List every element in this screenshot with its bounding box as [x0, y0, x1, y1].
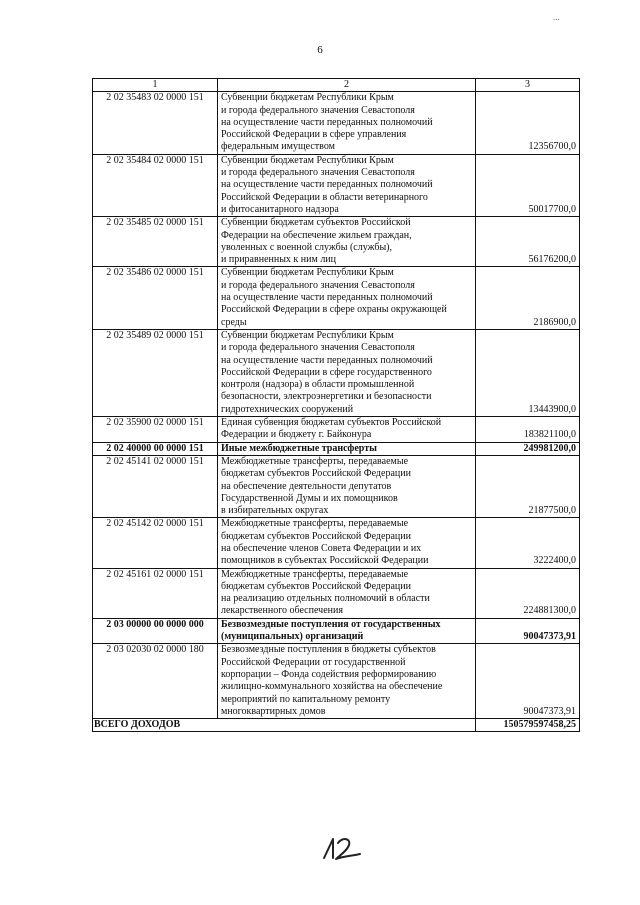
revenue-name-line: Субвенции бюджетам Республики Крым [221, 154, 394, 166]
revenue-name [218, 568, 476, 618]
table-row [93, 154, 580, 216]
revenue-name-line: Межбюджетные трансферты, передаваемые [221, 568, 409, 580]
total-amount: 150579597458,25 [476, 719, 580, 732]
revenue-name-line: гидротехнических сооружений [221, 403, 354, 415]
revenue-code: 2 02 35900 02 0000 151 [93, 417, 218, 443]
revenue-code: 2 02 45142 02 0000 151 [93, 518, 218, 568]
table-row [93, 568, 580, 618]
revenue-name-line: Государственной Думы и их помощников [221, 492, 398, 504]
revenue-amount: 90047373,91 [476, 644, 580, 719]
revenue-name-line: на осуществление части переданных полномочий [221, 116, 433, 128]
revenue-name-line: Российской Федерации в области ветеринарного [221, 191, 428, 203]
revenue-name-line: Безвозмездные поступления от государственных [221, 618, 441, 630]
revenue-name-line: многоквартирных домов [221, 705, 326, 717]
revenue-amount: 249981200,0 [476, 442, 580, 455]
revenue-name-line: бюджетам субъектов Российской Федерации [221, 468, 411, 480]
revenue-name-line: на осуществление части переданных полномочий [221, 292, 433, 304]
revenue-name-line: и города федерального значения Севастополя [221, 279, 415, 291]
revenue-name-line: Межбюджетные трансферты, передаваемые [221, 455, 409, 467]
revenue-name-line: и приравненных к ним лиц [221, 254, 337, 266]
revenue-name-line: Субвенции бюджетам субъектов Российской [221, 217, 411, 229]
revenue-name-line: Российской Федерации в сфере управления [221, 129, 407, 141]
revenue-name-line: корпорации – Фонда содействия реформированию [221, 668, 437, 680]
revenue-name [218, 518, 476, 568]
revenue-name-line: Российской Федерации в сфере государственного [221, 366, 432, 378]
table-row [93, 455, 580, 517]
revenue-name-line: и города федерального значения Севастополя [221, 167, 415, 179]
revenue-code: 2 03 00000 00 0000 000 [93, 618, 218, 644]
revenue-name [218, 267, 476, 329]
revenue-code: 2 02 45161 02 0000 151 [93, 568, 218, 618]
revenue-name-line: Федерации на обеспечение жильем граждан, [221, 229, 412, 241]
revenue-name-line: Субвенции бюджетам Республики Крым [221, 329, 394, 341]
revenue-table [92, 78, 580, 732]
revenue-name-line: уволенных с военной службы (службы), [221, 241, 393, 253]
column-header-name: 2 [218, 79, 476, 92]
revenue-code: 2 02 35486 02 0000 151 [93, 267, 218, 329]
revenue-amount: 50017700,0 [476, 154, 580, 216]
revenue-name-line: и города федерального значения Севастополя [221, 104, 415, 116]
revenue-name [218, 154, 476, 216]
table-row [93, 217, 580, 267]
column-header-amount: 3 [476, 79, 580, 92]
table-row [93, 267, 580, 329]
revenue-name-line: Безвозмездные поступления в бюджеты субъектов [221, 644, 436, 656]
revenue-name-line: в избирательных округах [221, 505, 329, 517]
revenue-name-line: бюджетам субъектов Российской Федерации [221, 530, 411, 542]
revenue-amount: 3222400,0 [476, 518, 580, 568]
revenue-name-line: бюджетам субъектов Российской Федерации [221, 580, 411, 592]
revenue-name-line: федеральным имуществом [221, 141, 335, 153]
revenue-name [218, 417, 476, 443]
revenue-name-line: Российской Федерации от государственной [221, 656, 406, 668]
revenue-name-line: среды [221, 316, 247, 328]
table-row [93, 644, 580, 719]
total-label: ВСЕГО ДОХОДОВ [93, 719, 476, 732]
revenue-amount: 13443900,0 [476, 329, 580, 416]
corner-mark: ... [553, 12, 560, 22]
revenue-name-line: Единая субвенция бюджетам субъектов Российской [221, 417, 442, 429]
revenue-name [218, 618, 476, 644]
revenue-code: 2 02 35485 02 0000 151 [93, 217, 218, 267]
revenue-name [218, 455, 476, 517]
revenue-name [218, 442, 476, 455]
revenue-name-line: на обеспечение деятельности депутатов [221, 480, 392, 492]
revenue-code: 2 02 35483 02 0000 151 [93, 92, 218, 154]
revenue-name [218, 644, 476, 719]
revenue-name [218, 329, 476, 416]
revenue-name-line: и города федерального значения Севастополя [221, 342, 415, 354]
revenue-amount: 224881300,0 [476, 568, 580, 618]
revenue-name-line: лекарственного обеспечения [221, 605, 343, 617]
revenue-name-line: безопасности, электроэнергетики и безопасности [221, 391, 432, 403]
revenue-amount: 183821100,0 [476, 417, 580, 443]
revenue-name-line: Субвенции бюджетам Республики Крым [221, 267, 394, 279]
revenue-code: 2 02 45141 02 0000 151 [93, 455, 218, 517]
handwritten-signature [318, 834, 366, 862]
revenue-name-line: Федерации и бюджету г. Байконура [221, 429, 372, 441]
revenue-name [218, 92, 476, 154]
revenue-name-line: Субвенции бюджетам Республики Крым [221, 92, 394, 104]
revenue-name-line: помощников в субъектах Российской Федерации [221, 555, 429, 567]
revenue-name-line: мероприятий по капитальному ремонту [221, 693, 391, 705]
revenue-name-line: Иные межбюджетные трансферты [221, 442, 377, 454]
revenue-code: 2 02 35484 02 0000 151 [93, 154, 218, 216]
revenue-amount: 56176200,0 [476, 217, 580, 267]
table-row [93, 417, 580, 443]
revenue-name-line: Межбюджетные трансферты, передаваемые [221, 518, 409, 530]
revenue-amount: 12356700,0 [476, 92, 580, 154]
revenue-name [218, 217, 476, 267]
table-row [93, 442, 580, 455]
revenue-name-line: (муниципальных) организаций [221, 631, 364, 643]
revenue-name-line: на осуществление части переданных полномочий [221, 354, 433, 366]
revenue-name-line: на обеспечение членов Совета Федерации и их [221, 542, 422, 554]
revenue-amount: 21877500,0 [476, 455, 580, 517]
revenue-name-line: жилищно-коммунального хозяйства на обеспечение [221, 681, 443, 693]
revenue-code: 2 02 35489 02 0000 151 [93, 329, 218, 416]
revenue-name-line: контроля (надзора) в области промышленной [221, 379, 415, 391]
revenue-name-line: и фитосанитарного надзора [221, 203, 339, 215]
revenue-name-line: на реализацию отдельных полномочий в области [221, 593, 430, 605]
column-header-code: 1 [93, 79, 218, 92]
revenue-name-line: Российской Федерации в сфере охраны окружающей [221, 304, 447, 316]
revenue-code: 2 02 40000 00 0000 151 [93, 442, 218, 455]
revenue-name-line: на осуществление части переданных полномочий [221, 179, 433, 191]
table-row [93, 618, 580, 644]
total-row [93, 719, 580, 732]
revenue-code: 2 03 02030 02 0000 180 [93, 644, 218, 719]
table-row [93, 518, 580, 568]
table-row [93, 329, 580, 416]
revenue-amount: 2186900,0 [476, 267, 580, 329]
table-header-row [93, 79, 580, 92]
revenue-amount: 90047373,91 [476, 618, 580, 644]
page-number: 6 [317, 44, 323, 56]
table-row [93, 92, 580, 154]
